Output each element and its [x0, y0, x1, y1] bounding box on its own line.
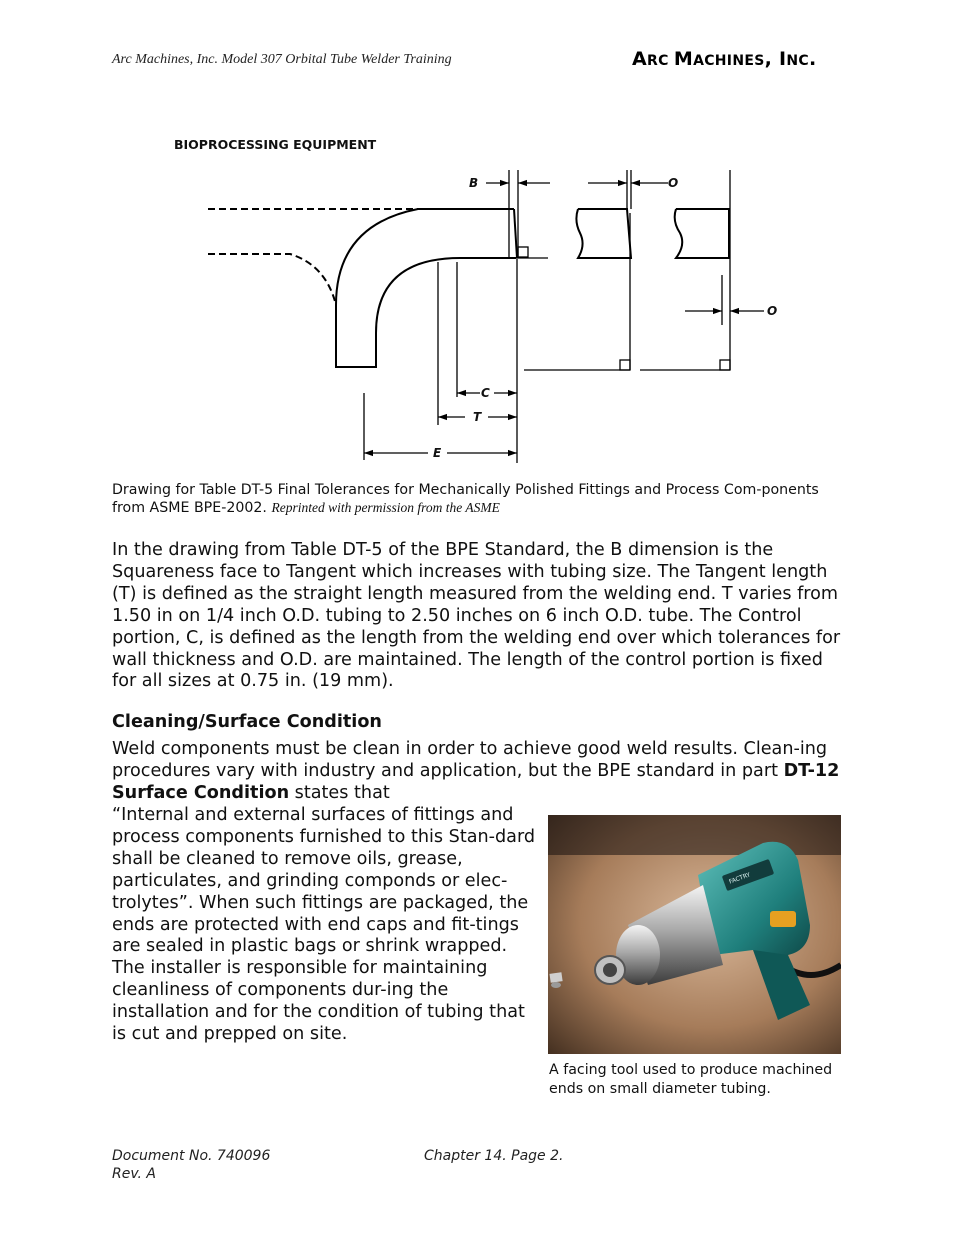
label-b: B: [469, 176, 479, 190]
label-e: E: [433, 446, 442, 460]
running-header-title: Arc Machines, Inc. Model 307 Orbital Tube Welder Training: [112, 52, 452, 67]
photo-caption: A facing tool used to produce machined ends on small diameter tubing.: [549, 1062, 833, 1097]
standard-reference: DT-12 Surface Condition: [112, 760, 840, 803]
document-number: Document No. 740096: [112, 1148, 271, 1164]
label-c: C: [481, 386, 490, 400]
diagram-heading: BIOPROCESSING EQUIPMENT: [174, 137, 377, 152]
section-heading: Cleaning/Surface Condition: [112, 712, 382, 732]
revision: Rev. A: [112, 1165, 156, 1182]
body-paragraph-1: In the drawing from Table DT-5 of the BPE Standard, the B dimension is the Squareness face to Tangent which increases with tubing size. The Tangent length (T) is defined as the straight length measured from the welding end. T varies from 1.50 in on 1/4 inch O.D. tubing to 2.50 inches on 6 inch O.D. tube. The Control portion, C, is defined as the length from the welding end over which tolerances for wall thickness and O.D. are maintained. The length of the control portion is fixed for all sizes at 0.75 in. (19 mm).: [112, 540, 841, 692]
body-paragraph-3: “Internal and external surfaces of fittings and process components furnished to this Stan-dard shall be cleaned to remove oils, grease, particulates, and grinding componds or elec-trolytes”. When such fittings are packaged, the ends are protected with end caps and fit-tings are sealed in plastic bags or shrink wrapped. The installer is responsible for maintaining cleanliness of components dur-ing the installation and for the condition of tubing that is cut and prepped on site.: [112, 805, 536, 1045]
figure-caption: Drawing for Table DT-5 Final Tolerances for Mechanically Polished Fittings and Process Com-ponents from ASME BPE-2002. Reprinted with permission from the ASME: [112, 482, 819, 516]
company-logo: ARC MACHINES, INC.: [632, 48, 817, 70]
label-t: T: [473, 410, 482, 424]
figure-credit: Reprinted with permission from the ASME: [271, 500, 500, 515]
tool-brand-label: FACTRY: [728, 871, 752, 886]
label-o-top: O: [668, 176, 679, 190]
tolerance-diagram: [160, 125, 820, 470]
page-number: Chapter 14. Page 2.: [424, 1148, 564, 1164]
facing-tool-photo: [548, 815, 841, 1054]
body-paragraph-2: Weld components must be clean in order to achieve good weld results. Clean-ing procedures vary with industry and application, but the BPE standard in part DT-12 Surface Condition states that: [112, 739, 840, 803]
footer-document-info: [112, 1148, 270, 1183]
label-o-right: O: [767, 304, 778, 318]
